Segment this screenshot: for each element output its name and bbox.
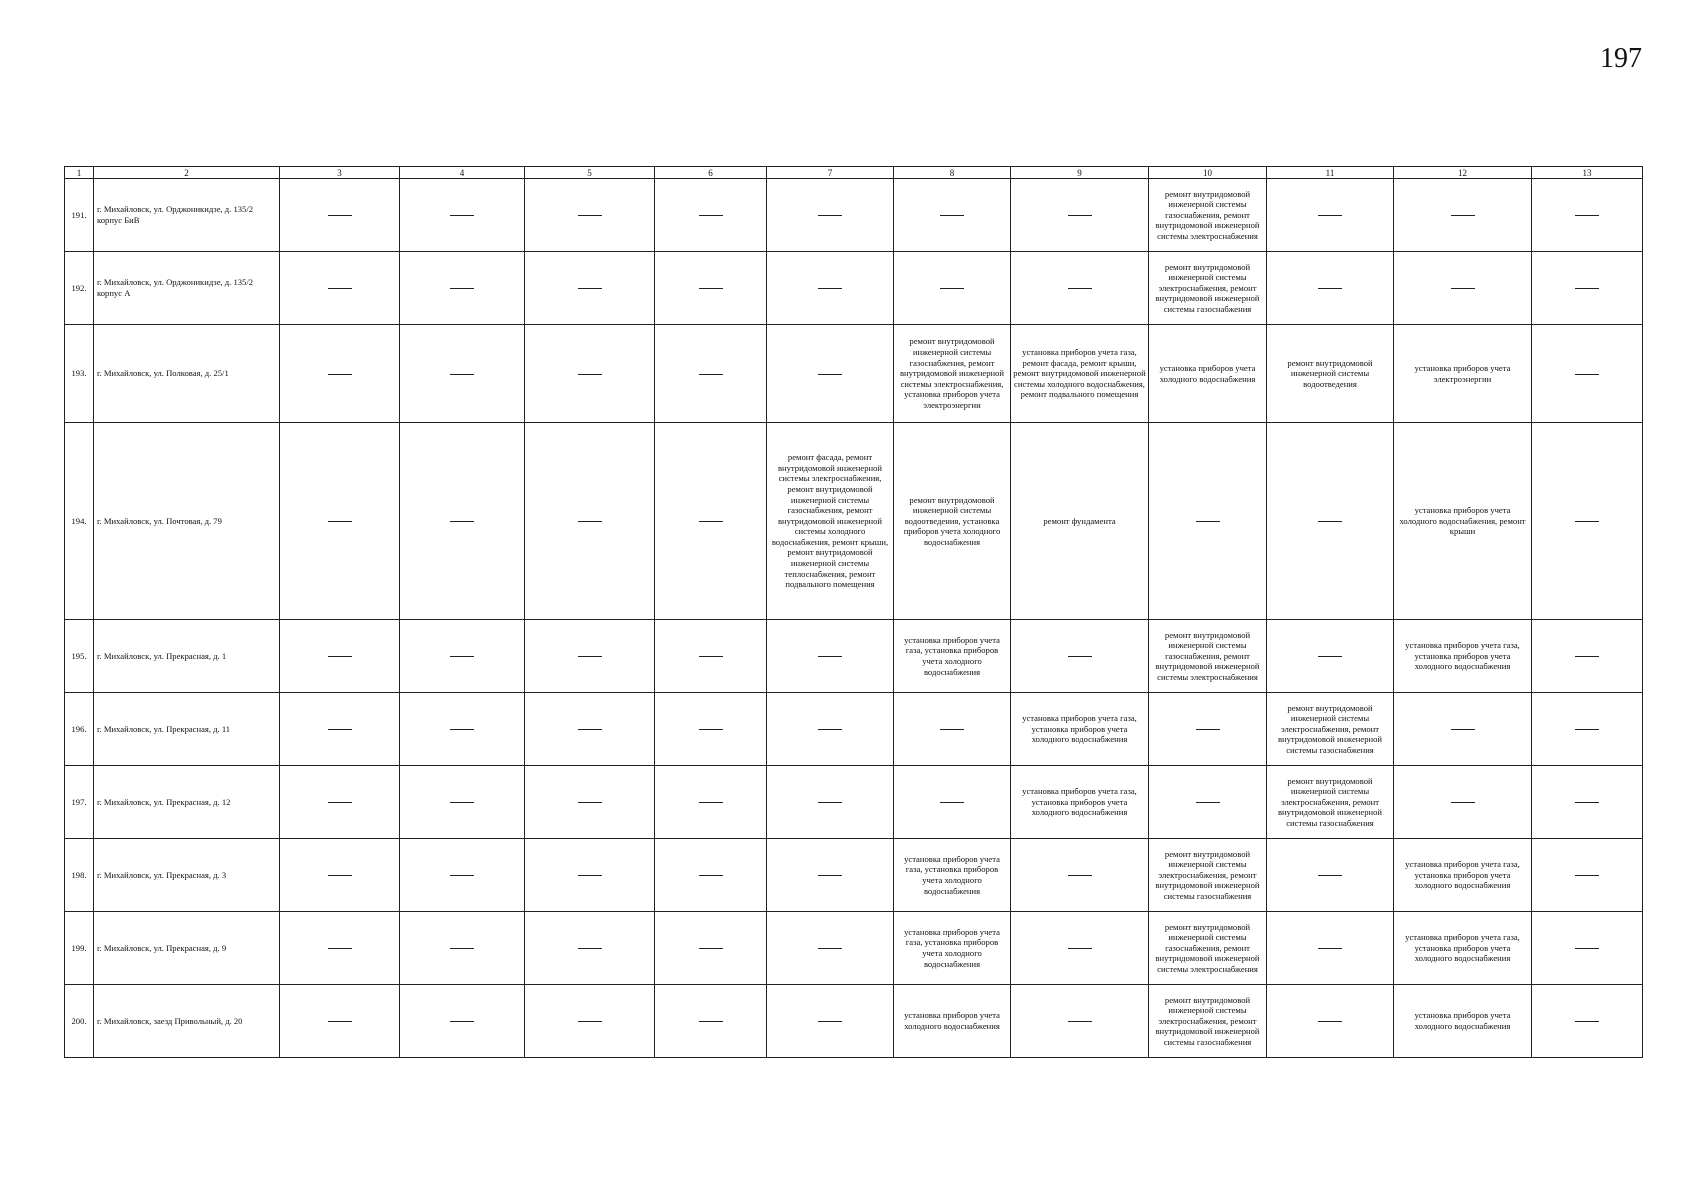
work-description-cell: установка приборов учета газа, ремонт фасада, ремонт крыши, ремонт внутридомовой инженерной системы холодного водоснабжения, ремонт подвального помещения [1011,325,1149,423]
work-description-cell: установка приборов учета газа, установка приборов учета холодного водоснабжения [1394,912,1532,985]
row-number: 196. [65,693,94,766]
table-row [65,985,1643,1058]
empty-cell [1532,766,1643,839]
dash-mark [1451,215,1475,216]
dash-mark [328,374,352,375]
dash-mark [578,1021,602,1022]
dash-mark [1068,1021,1092,1022]
empty-cell [400,325,525,423]
empty-cell [525,912,655,985]
dash-mark [450,729,474,730]
address-cell: г. Михайловск, ул. Прекрасная, д. 9 [94,912,280,985]
dash-mark [940,288,964,289]
work-description-cell: ремонт внутридомовой инженерной системы газоснабжения, ремонт внутридомовой инженерной системы электроснабжения [1149,179,1267,252]
table-row [65,325,1643,423]
address-cell: г. Михайловск, ул. Прекрасная, д. 3 [94,839,280,912]
empty-cell [280,325,400,423]
empty-cell [525,620,655,693]
row-number: 199. [65,912,94,985]
dash-mark [450,802,474,803]
dash-mark [818,948,842,949]
table-row [65,423,1643,620]
dash-mark [699,374,723,375]
empty-cell [280,912,400,985]
empty-cell [1532,985,1643,1058]
dash-mark [328,875,352,876]
empty-cell [894,179,1011,252]
table-row [65,766,1643,839]
dash-mark [940,802,964,803]
empty-cell [525,985,655,1058]
address-cell: г. Михайловск, ул. Прекрасная, д. 11 [94,693,280,766]
empty-cell [400,766,525,839]
empty-cell [1011,179,1149,252]
empty-cell [1267,912,1394,985]
dash-mark [450,875,474,876]
dash-mark [818,875,842,876]
table-row [65,693,1643,766]
empty-cell [525,325,655,423]
table-row [65,620,1643,693]
empty-cell [280,252,400,325]
dash-mark [328,1021,352,1022]
work-description-cell: ремонт внутридомовой инженерной системы газоснабжения, ремонт внутридомовой инженерной системы электроснабжения [1149,912,1267,985]
dash-mark [578,656,602,657]
empty-cell [1394,179,1532,252]
empty-cell [1149,766,1267,839]
page-number: 197 [1600,43,1642,74]
dash-mark [1575,374,1599,375]
empty-cell [1011,912,1149,985]
dash-mark [1196,729,1220,730]
row-number: 193. [65,325,94,423]
empty-cell [894,252,1011,325]
row-number: 191. [65,179,94,252]
address-cell: г. Михайловск, ул. Орджоникидзе, д. 135/2 корпус А [94,252,280,325]
empty-cell [655,985,767,1058]
work-description-cell: установка приборов учета холодного водоснабжения, ремонт крыши [1394,423,1532,620]
empty-cell [894,766,1011,839]
works-table [64,166,1643,1058]
work-description-cell: установка приборов учета газа, установка приборов учета холодного водоснабжения [1011,693,1149,766]
address-cell: г. Михайловск, ул. Почтовая, д. 79 [94,423,280,620]
dash-mark [328,521,352,522]
dash-mark [1575,729,1599,730]
work-description-cell: установка приборов учета газа, установка приборов учета холодного водоснабжения [1011,766,1149,839]
empty-cell [767,985,894,1058]
dash-mark [1451,802,1475,803]
dash-mark [578,875,602,876]
empty-cell [1267,839,1394,912]
empty-cell [1532,620,1643,693]
empty-cell [280,179,400,252]
empty-cell [1532,693,1643,766]
empty-cell [655,766,767,839]
dash-mark [578,374,602,375]
empty-cell [1149,423,1267,620]
empty-cell [1532,423,1643,620]
dash-mark [1318,215,1342,216]
work-description-cell: ремонт внутридомовой инженерной системы газоснабжения, ремонт внутридомовой инженерной системы электроснабжения, установка приборов учета электроэнергии [894,325,1011,423]
dash-mark [1068,948,1092,949]
empty-cell [280,620,400,693]
empty-cell [525,423,655,620]
empty-cell [1011,985,1149,1058]
work-description-cell: ремонт внутридомовой инженерной системы водоотведения [1267,325,1394,423]
empty-cell [1394,693,1532,766]
dash-mark [1318,288,1342,289]
empty-cell [1532,325,1643,423]
column-header: 10 [1149,167,1267,179]
table-row [65,179,1643,252]
empty-cell [400,252,525,325]
empty-cell [1011,252,1149,325]
row-number: 198. [65,839,94,912]
empty-cell [767,325,894,423]
empty-cell [400,839,525,912]
empty-cell [280,766,400,839]
dash-mark [1068,875,1092,876]
dash-mark [1318,948,1342,949]
column-header: 7 [767,167,894,179]
dash-mark [1196,802,1220,803]
empty-cell [525,252,655,325]
column-header: 12 [1394,167,1532,179]
dash-mark [1318,875,1342,876]
work-description-cell: ремонт внутридомовой инженерной системы электроснабжения, ремонт внутридомовой инженерной системы газоснабжения [1149,839,1267,912]
dash-mark [699,875,723,876]
dash-mark [328,215,352,216]
dash-mark [328,802,352,803]
empty-cell [1267,179,1394,252]
column-header-row [65,167,1643,179]
work-description-cell: установка приборов учета газа, установка приборов учета холодного водоснабжения [894,620,1011,693]
dash-mark [818,802,842,803]
empty-cell [1532,839,1643,912]
dash-mark [578,215,602,216]
empty-cell [1532,179,1643,252]
empty-cell [1394,252,1532,325]
empty-cell [1149,693,1267,766]
dash-mark [450,656,474,657]
work-description-cell: установка приборов учета газа, установка приборов учета холодного водоснабжения [1394,620,1532,693]
dash-mark [699,729,723,730]
work-description-cell: установка приборов учета электроэнергии [1394,325,1532,423]
row-number: 194. [65,423,94,620]
empty-cell [767,252,894,325]
dash-mark [450,948,474,949]
dash-mark [328,948,352,949]
dash-mark [818,215,842,216]
column-header: 11 [1267,167,1394,179]
table-row [65,252,1643,325]
dash-mark [328,656,352,657]
column-header: 8 [894,167,1011,179]
dash-mark [1318,1021,1342,1022]
dash-mark [578,288,602,289]
address-cell: г. Михайловск, заезд Привольный, д. 20 [94,985,280,1058]
empty-cell [767,179,894,252]
dash-mark [699,288,723,289]
empty-cell [655,620,767,693]
empty-cell [655,179,767,252]
dash-mark [328,288,352,289]
row-number: 200. [65,985,94,1058]
work-description-cell: ремонт внутридомовой инженерной системы электроснабжения, ремонт внутридомовой инженерной системы газоснабжения [1267,693,1394,766]
column-header: 3 [280,167,400,179]
empty-cell [655,912,767,985]
work-description-cell: установка приборов учета холодного водоснабжения [1394,985,1532,1058]
column-header: 6 [655,167,767,179]
address-cell: г. Михайловск, ул. Прекрасная, д. 12 [94,766,280,839]
dash-mark [1575,948,1599,949]
work-description-cell: ремонт внутридомовой инженерной системы газоснабжения, ремонт внутридомовой инженерной системы электроснабжения [1149,620,1267,693]
empty-cell [400,620,525,693]
empty-cell [280,423,400,620]
work-description-cell: установка приборов учета холодного водоснабжения [894,985,1011,1058]
empty-cell [655,693,767,766]
dash-mark [699,521,723,522]
dash-mark [818,288,842,289]
dash-mark [699,948,723,949]
column-header: 2 [94,167,280,179]
column-header: 5 [525,167,655,179]
dash-mark [1575,1021,1599,1022]
dash-mark [450,521,474,522]
empty-cell [400,179,525,252]
empty-cell [400,985,525,1058]
dash-mark [450,288,474,289]
empty-cell [1011,839,1149,912]
dash-mark [1575,656,1599,657]
work-description-cell: установка приборов учета газа, установка приборов учета холодного водоснабжения [1394,839,1532,912]
empty-cell [1267,620,1394,693]
empty-cell [280,985,400,1058]
column-header: 4 [400,167,525,179]
empty-cell [655,839,767,912]
dash-mark [328,729,352,730]
empty-cell [767,912,894,985]
empty-cell [280,839,400,912]
work-description-cell: установка приборов учета холодного водоснабжения [1149,325,1267,423]
dash-mark [450,374,474,375]
dash-mark [1451,729,1475,730]
empty-cell [525,766,655,839]
dash-mark [1575,802,1599,803]
empty-cell [894,693,1011,766]
row-number: 197. [65,766,94,839]
dash-mark [699,656,723,657]
table-row [65,912,1643,985]
empty-cell [525,839,655,912]
dash-mark [1068,656,1092,657]
empty-cell [400,423,525,620]
empty-cell [1267,252,1394,325]
row-number: 195. [65,620,94,693]
work-description-cell: ремонт внутридомовой инженерной системы электроснабжения, ремонт внутридомовой инженерной системы газоснабжения [1149,985,1267,1058]
dash-mark [699,1021,723,1022]
dash-mark [699,802,723,803]
dash-mark [1068,215,1092,216]
dash-mark [578,521,602,522]
address-cell: г. Михайловск, ул. Полковая, д. 25/1 [94,325,280,423]
empty-cell [1011,620,1149,693]
dash-mark [578,802,602,803]
address-cell: г. Михайловск, ул. Орджоникидзе, д. 135/2 корпус БиВ [94,179,280,252]
empty-cell [767,693,894,766]
column-header: 1 [65,167,94,179]
table-row [65,839,1643,912]
row-number: 192. [65,252,94,325]
dash-mark [1575,215,1599,216]
empty-cell [767,620,894,693]
dash-mark [1318,521,1342,522]
dash-mark [818,1021,842,1022]
dash-mark [1575,288,1599,289]
empty-cell [280,693,400,766]
work-description-cell: ремонт внутридомовой инженерной системы электроснабжения, ремонт внутридомовой инженерной системы газоснабжения [1149,252,1267,325]
work-description-cell: установка приборов учета газа, установка приборов учета холодного водоснабжения [894,912,1011,985]
dash-mark [940,729,964,730]
work-description-cell: установка приборов учета газа, установка приборов учета холодного водоснабжения [894,839,1011,912]
column-header: 13 [1532,167,1643,179]
empty-cell [767,839,894,912]
empty-cell [525,693,655,766]
empty-cell [767,766,894,839]
work-description-cell: ремонт фасада, ремонт внутридомовой инженерной системы электроснабжения, ремонт внутридомовой инженерной системы газоснабжения, ремонт внутридомовой инженерной системы холодного водоснабжения, ремонт крыши, ремонт внутридомовой инженерной системы теплоснабжения, ремонт подвального помещения [767,423,894,620]
empty-cell [525,179,655,252]
dash-mark [818,729,842,730]
empty-cell [400,912,525,985]
empty-cell [655,423,767,620]
dash-mark [1451,288,1475,289]
dash-mark [699,215,723,216]
empty-cell [1267,423,1394,620]
empty-cell [655,252,767,325]
dash-mark [450,1021,474,1022]
work-description-cell: ремонт внутридомовой инженерной системы водоотведения, установка приборов учета холодного водоснабжения [894,423,1011,620]
dash-mark [1068,288,1092,289]
dash-mark [1196,521,1220,522]
empty-cell [655,325,767,423]
empty-cell [1394,766,1532,839]
dash-mark [1318,656,1342,657]
dash-mark [578,729,602,730]
empty-cell [400,693,525,766]
dash-mark [940,215,964,216]
empty-cell [1267,985,1394,1058]
column-header: 9 [1011,167,1149,179]
dash-mark [1575,521,1599,522]
dash-mark [450,215,474,216]
work-description-cell: ремонт фундамента [1011,423,1149,620]
empty-cell [1532,912,1643,985]
empty-cell [1532,252,1643,325]
dash-mark [818,374,842,375]
dash-mark [818,656,842,657]
work-description-cell: ремонт внутридомовой инженерной системы электроснабжения, ремонт внутридомовой инженерной системы газоснабжения [1267,766,1394,839]
dash-mark [578,948,602,949]
dash-mark [1575,875,1599,876]
address-cell: г. Михайловск, ул. Прекрасная, д. 1 [94,620,280,693]
